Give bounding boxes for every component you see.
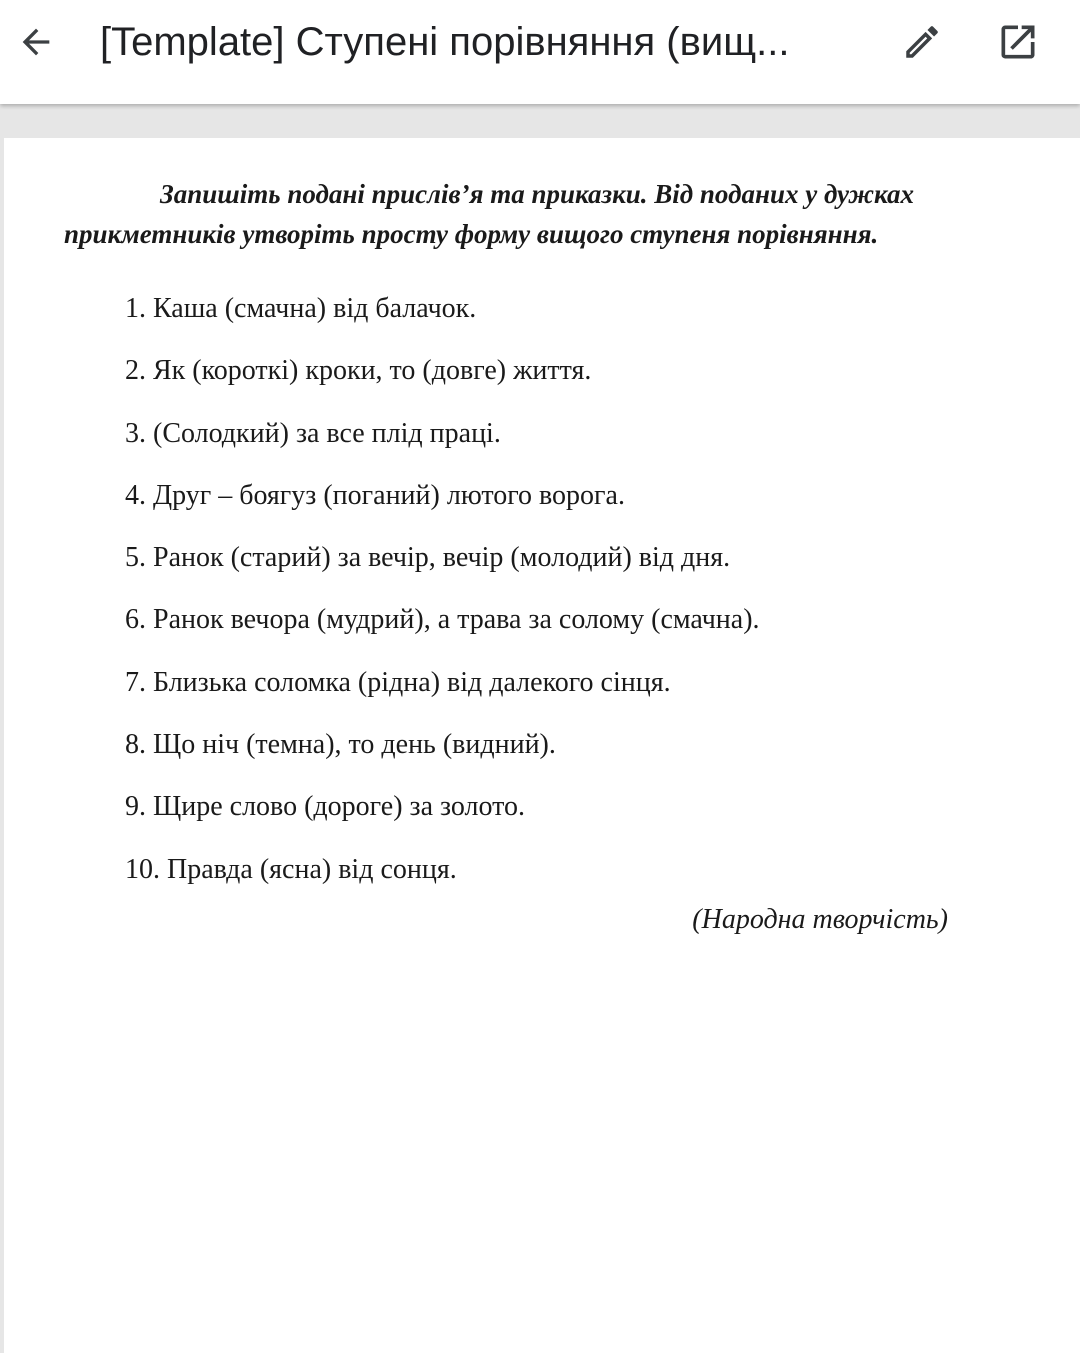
document-title: [Template] Ступені порівняння (вищ...: [100, 20, 790, 64]
back-button[interactable]: [12, 18, 60, 66]
document-viewer[interactable]: [0, 104, 1080, 1353]
proverb-item: 8. Що ніч (темна), то день (видний).: [125, 729, 556, 761]
proverb-item: 1. Каша (смачна) від балачок.: [125, 293, 477, 324]
proverb-item: 4. Друг – боягуз (поганий) лютого ворога.: [125, 479, 625, 511]
source-attribution: (Народна творчість): [692, 904, 948, 935]
proverb-item: 3. (Солодкий) за все плід праці.: [125, 417, 501, 449]
open-in-new-button[interactable]: [992, 18, 1044, 66]
open-in-new-icon: [996, 20, 1040, 64]
instruction-line-1: Запишіть подані прислів’я та приказки. Від поданих у дужках: [160, 179, 915, 209]
proverb-item: 6. Ранок вечора (мудрий), а трава за солому (смачна).: [125, 604, 760, 636]
proverb-item: 10. Правда (ясна) від сонця.: [125, 853, 457, 885]
proverb-item: 9. Щире слово (дороге) за золото.: [125, 791, 526, 823]
proverb-item: 2. Як (короткі) кроки, то (довге) життя.: [125, 355, 592, 387]
edit-button[interactable]: [896, 18, 948, 66]
instruction-line-2: прикметників утворіть просту форму вищого ступеня порівняння.: [64, 219, 879, 249]
document-page: [4, 138, 1080, 1353]
proverb-item: 5. Ранок (старий) за вечір, вечір (молодий) від дня.: [125, 542, 731, 574]
arrow-left-icon: [16, 22, 56, 62]
task-instruction: [64, 174, 984, 254]
proverb-item: 7. Близька соломка (рідна) від далекого сінця.: [125, 666, 671, 698]
top-app-bar: [0, 0, 1080, 104]
pencil-icon: [901, 21, 943, 63]
proverbs-list: [125, 278, 760, 901]
